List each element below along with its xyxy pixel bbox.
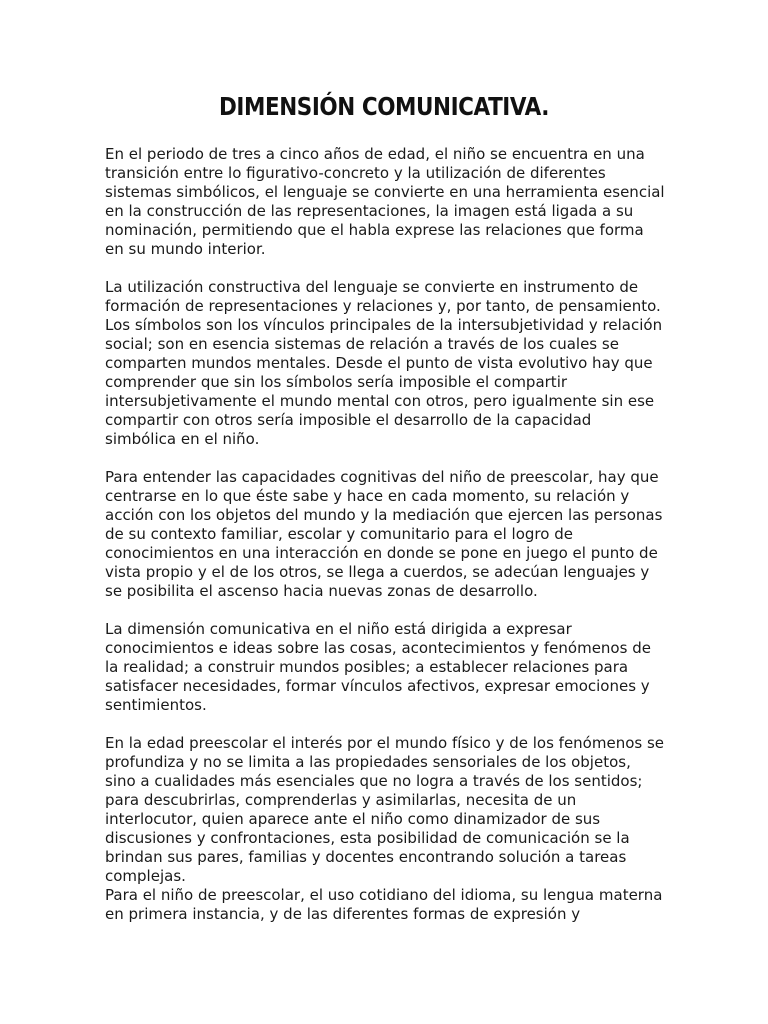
paragraph: En el periodo de tres a cinco años de edad, el niño se encuentra en una transición entre lo figurativo-concreto y la utilización de diferentes sistemas simbólicos, el lenguaje se convierte en una herramienta esencial en la construcción de las representaciones, la imagen está ligada a su nominación, permitiendo que el habla exprese las relaciones que forma en su mundo interior. <box>105 145 665 258</box>
paragraph: La dimensión comunicativa en el niño está dirigida a expresar conocimientos e ideas sobre las cosas, acontecimientos y fenómenos de la realidad; a construir mundos posibles; a establecer relaciones para satisfacer necesidades, formar vínculos afectivos, expresar emociones y sentimientos. <box>105 620 651 714</box>
paragraph: Para entender las capacidades cognitivas del niño de preescolar, hay que centrarse en lo que éste sabe y hace en cada momento, su relación y acción con los objetos del mundo y la mediación que ejercen las personas de su contexto familiar, escolar y comunitario para el logro de conocimientos en una interacción en donde se pone en juego el punto de vista propio y el de los otros, se llega a cuerdos, se adecúan lenguajes y se posibilita el ascenso hacia nuevas zonas de desarrollo. <box>105 468 663 600</box>
document-body <box>105 145 665 943</box>
paragraph: En la edad preescolar el interés por el mundo físico y de los fenómenos se profundiza y no se limita a las propiedades sensoriales de los objetos, sino a cualidades más esenciales que no logra a través de los sentidos; para descubrirlas, comprenderlas y asimilarlas, necesita de un interlocutor, quien aparece ante el niño como dinamizador de sus discusiones y confrontaciones, esta posibilidad de comunicación se la brindan sus pares, familias y docentes encontrando solución a tareas complejas. <box>105 734 665 885</box>
paragraph: Para el niño de preescolar, el uso cotidiano del idioma, su lengua materna en primera instancia, y de las diferentes formas de expresión y <box>105 886 663 923</box>
paragraph: La utilización constructiva del lenguaje se convierte en instrumento de formación de representaciones y relaciones y, por tanto, de pensamiento. Los símbolos son los vínculos principales de la intersubjetividad y relación social; son en esencia sistemas de relación a través de los cuales se comparten mundos mentales. Desde el punto de vista evolutivo hay que comprender que sin los símbolos sería imposible el compartir intersubjetivamente el mundo mental con otros, pero igualmente sin ese compartir con otros sería imposible el desarrollo de la capacidad simbólica en el niño. <box>105 278 663 448</box>
document-title: DIMENSIÓN COMUNICATIVA. <box>219 92 549 121</box>
